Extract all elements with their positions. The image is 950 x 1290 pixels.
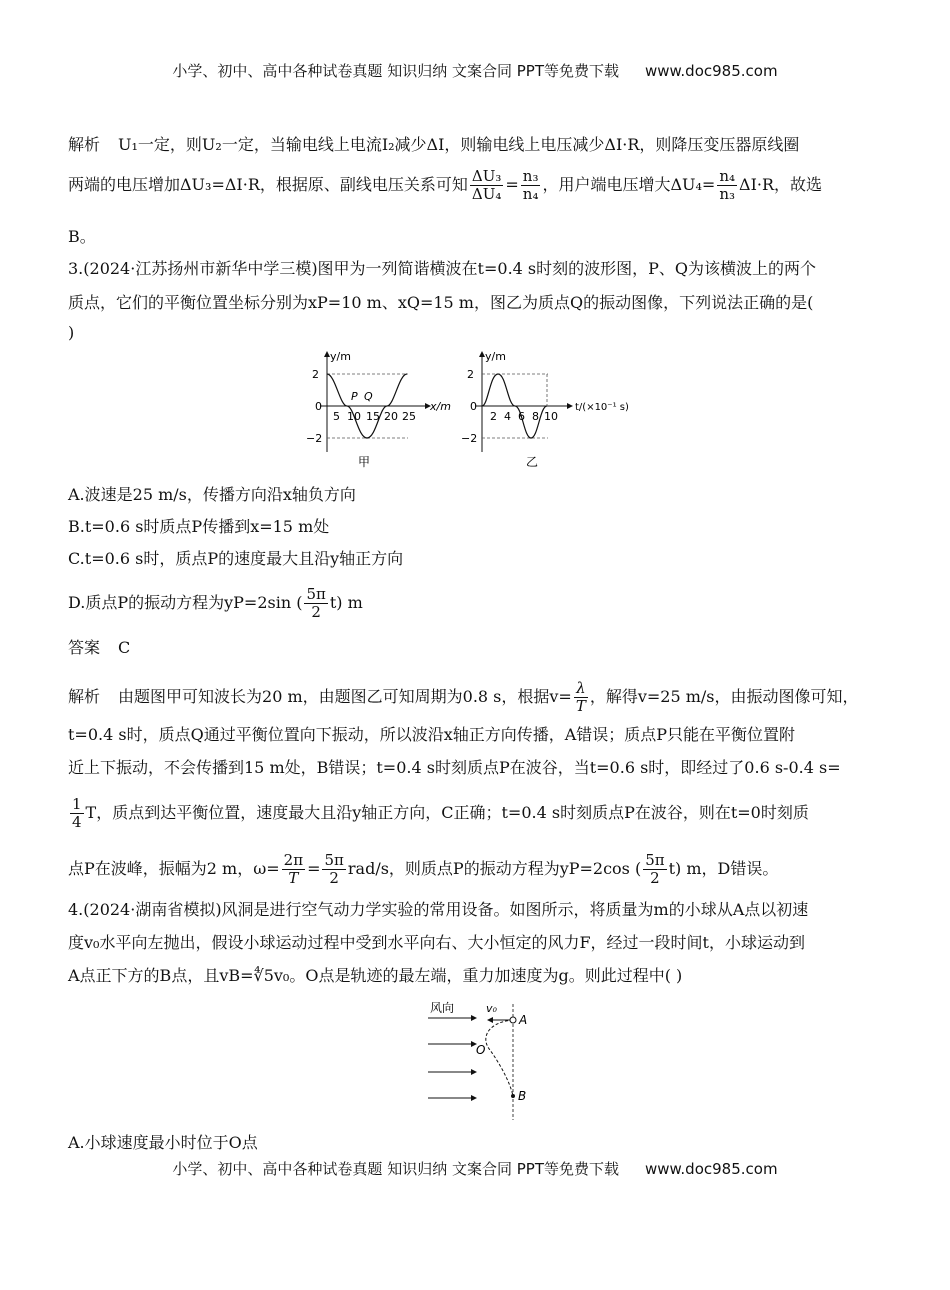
y-tick-neg2: −2 bbox=[461, 432, 478, 445]
q3-analysis-line3: 近上下振动，不会传播到15 m处，B错误；t=0.4 s时刻质点P在波谷，当t=0.6 s时，即经过了0.6 s-0.4 s= bbox=[68, 758, 841, 777]
fraction-1-4: $\frac{1}{4}$ bbox=[72, 795, 82, 831]
q3-stem-line2: 质点，它们的平衡位置坐标分别为xP=10 m、xQ=15 m，图乙为质点Q的振动图像，下列说法正确的是( bbox=[68, 293, 814, 312]
fraction-du3-du4: $\frac{\text{ΔU₃}}{\text{ΔU₄}}$ bbox=[471, 167, 502, 203]
fraction-5pi-2: $\frac{5\pi}{2}$ bbox=[645, 851, 665, 887]
q4-option-a: A.小球速度最小时位于O点 bbox=[68, 1133, 258, 1152]
x-tick-5: 5 bbox=[333, 410, 340, 423]
t-axis-label: t/(×10⁻¹ s) bbox=[575, 402, 629, 413]
q3-option-d: D.质点P的振动方程为yP=2sin ( $\frac{5\pi}{2}$ t) m bbox=[68, 585, 363, 621]
q3-option-b: B.t=0.6 s时质点P传播到x=15 m处 bbox=[68, 517, 330, 536]
q3-option-c: C.t=0.6 s时，质点P的速度最大且沿y轴正方向 bbox=[68, 549, 404, 568]
p2-text-2c: ΔI·R，故选 bbox=[739, 175, 823, 194]
q3-analysis-line2: t=0.4 s时，质点Q通过平衡位置向下振动，所以波沿x轴正方向传播，A错误；质点P只能在平衡位置附 bbox=[68, 725, 796, 744]
point-o-label: O bbox=[476, 1043, 486, 1057]
t-tick-4: 4 bbox=[504, 410, 511, 423]
point-a-marker bbox=[510, 1017, 516, 1023]
t-tick-10: 10 bbox=[544, 410, 558, 423]
page-header bbox=[0, 60, 950, 81]
fraction-5pi-2: $\frac{5\pi}{2}$ bbox=[306, 585, 326, 621]
point-a-label: A bbox=[519, 1013, 528, 1027]
x-tick-15: 15 bbox=[366, 410, 380, 423]
answer-label: 答案 bbox=[68, 638, 101, 657]
figure-caption-yi: 乙 bbox=[526, 455, 539, 469]
p2-text-2b: ，用户端电压增大ΔU₄= bbox=[542, 175, 716, 194]
q3-answer bbox=[68, 637, 888, 659]
point-b-marker bbox=[511, 1094, 515, 1098]
p2-analysis-line1 bbox=[68, 134, 888, 156]
wind-tunnel-figure bbox=[420, 994, 550, 1122]
t-tick-8: 8 bbox=[532, 410, 539, 423]
fraction-2pi-t: $\frac{2\pi}{T}$ bbox=[283, 851, 304, 887]
q3-stem-line1: 3.(2024·江苏扬州市新华中学三模)图甲为一列简谐横波在t=0.4 s时刻的波形图，P、Q为该横波上的两个 bbox=[68, 259, 817, 278]
page-footer bbox=[0, 1158, 950, 1179]
trajectory-curve bbox=[486, 1020, 513, 1096]
t-tick-2: 2 bbox=[490, 410, 497, 423]
p2-text-2a: 两端的电压增加ΔU₃=ΔI·R，根据原、副线电压关系可知 bbox=[68, 175, 468, 194]
fraction-5pi-2: $\frac{5\pi}{2}$ bbox=[324, 851, 344, 887]
y-tick-neg2: −2 bbox=[306, 432, 323, 445]
figure-caption-jia: 甲 bbox=[358, 455, 371, 469]
x-tick-10: 10 bbox=[347, 410, 361, 423]
q3-option-a: A.波速是25 m/s，传播方向沿x轴负方向 bbox=[68, 485, 356, 504]
wind-direction-label: 风向 bbox=[430, 1001, 455, 1015]
y-tick-0: 0 bbox=[315, 400, 322, 413]
q4-stem-line2: 度v₀水平向左抛出，假设小球运动过程中受到水平向右、大小恒定的风力F，经过一段时间t，小球运动到 bbox=[68, 933, 805, 952]
header-url: www.doc985.com bbox=[644, 62, 778, 80]
fraction-lambda-t: $\frac{\lambda}{T}$ bbox=[575, 679, 586, 715]
v0-label: v₀ bbox=[486, 1002, 497, 1015]
y-axis-label: y/m bbox=[330, 350, 351, 363]
y-tick-2: 2 bbox=[467, 368, 474, 381]
point-p: P bbox=[351, 390, 358, 403]
p2-analysis-line3: B。 bbox=[68, 227, 96, 246]
t-tick-6: 6 bbox=[518, 410, 525, 423]
x-tick-20: 20 bbox=[384, 410, 398, 423]
q4-stem-line1: 4.(2024·湖南省模拟)风洞是进行空气动力学实验的常用设备。如图所示，将质量为m的小球从A点以初速 bbox=[68, 900, 809, 919]
q3-analysis-line5: 点P在波峰，振幅为2 m，ω= $\frac{2\pi}{T}$ = $\frac{5\pi}{2}$ rad/s，则质点P的振动方程为yP=2cos ( $\frac{5\pi}{2}$ t) m，D错误。 bbox=[68, 851, 779, 887]
analysis-label: 解析 bbox=[68, 135, 101, 154]
p2-text-1: U₁一定，则U₂一定，当输电线上电流I₂减少ΔI，则输电线上电压减少ΔI·R，则降压变压器原线圈 bbox=[118, 135, 800, 154]
answer-value: C bbox=[118, 638, 131, 657]
y-tick-2: 2 bbox=[312, 368, 319, 381]
header-text: 小学、初中、高中各种试卷真题 知识归纳 文案合同 PPT等免费下载 bbox=[172, 62, 619, 80]
fraction-n3-n4: $\frac{\text{n₃}}{\text{n₄}}$ bbox=[522, 167, 539, 203]
x-tick-25: 25 bbox=[402, 410, 416, 423]
fraction-n4-n3: $\frac{\text{n₄}}{\text{n₃}}$ bbox=[719, 167, 736, 203]
footer-url: www.doc985.com bbox=[644, 1160, 778, 1178]
q3-stem-line3: ) bbox=[68, 323, 75, 342]
point-b-label: B bbox=[518, 1089, 527, 1103]
x-axis-label: x/m bbox=[430, 400, 451, 413]
q3-analysis-line1: 解析 由题图甲可知波长为20 m，由题图乙可知周期为0.8 s，根据v= $\frac{\lambda}{T}$ ，解得v=25 m/s，由振动图像可知， bbox=[68, 679, 859, 715]
p2-analysis-line2: 两端的电压增加ΔU₃=ΔI·R，根据原、副线电压关系可知 $\frac{\text{ΔU₃}}{\text{ΔU₄}}$ = $\frac{\text{n₃}}{\text{n₄}}$ ，用户端电压增大ΔU₄= $\frac{\text{n₄}}{\text{n₃}}$ ΔI·R，故选 bbox=[68, 167, 823, 203]
q4-stem-line3: A点正下方的B点，且vB=∜5v₀。O点是轨迹的最左端，重力加速度为g。则此过程中( ) bbox=[68, 966, 683, 985]
q3-analysis-line4: $\frac{1}{4}$ T，质点到达平衡位置，速度最大且沿y轴正方向，C正确；t=0.4 s时刻质点P在波谷，则在t=0时刻质 bbox=[72, 795, 809, 831]
vibration-graph-figure bbox=[460, 348, 640, 470]
y-tick-0: 0 bbox=[470, 400, 477, 413]
point-q: Q bbox=[364, 390, 373, 403]
wave-graph-figure bbox=[300, 348, 460, 470]
footer-text: 小学、初中、高中各种试卷真题 知识归纳 文案合同 PPT等免费下载 bbox=[172, 1160, 619, 1178]
analysis-label: 解析 bbox=[68, 687, 101, 706]
y-axis-label: y/m bbox=[485, 350, 506, 363]
